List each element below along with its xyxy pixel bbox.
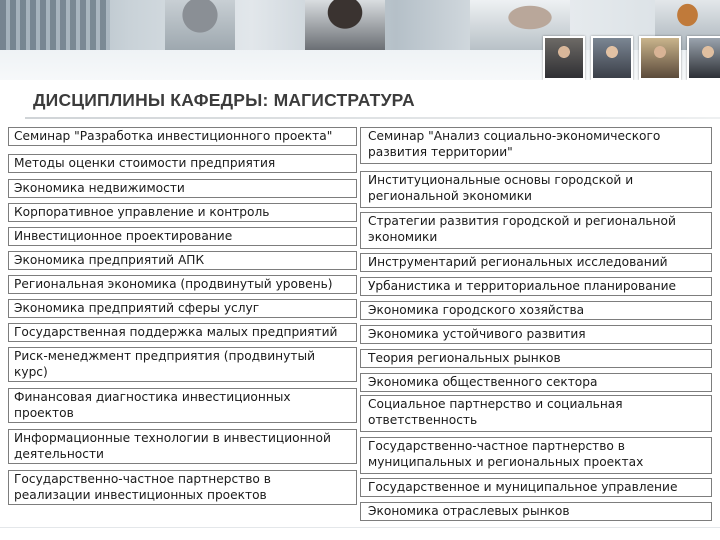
thumbnail-photo: [687, 36, 720, 80]
list-item: Экономика отраслевых рынков: [360, 502, 712, 521]
list-item: Государственно-частное партнерство в муниципальных и региональных проектах: [360, 437, 712, 474]
header-banner: [0, 0, 720, 80]
thumbnail-photo: [591, 36, 633, 80]
list-item: Экономика предприятий АПК: [8, 251, 357, 270]
thumbnail-photos: [543, 36, 720, 80]
list-item: Инвестиционное проектирование: [8, 227, 357, 246]
list-item: Риск-менеджмент предприятия (продвинутый курс): [8, 347, 357, 382]
footer-divider: [0, 527, 720, 528]
list-item: Экономика устойчивого развития: [360, 325, 712, 344]
thumbnail-photo: [639, 36, 681, 80]
list-item: Инструментарий региональных исследований: [360, 253, 712, 272]
list-item: Государственная поддержка малых предприятий: [8, 323, 357, 342]
list-item: Стратегии развития городской и региональной экономики: [360, 212, 712, 249]
list-item: Экономика предприятий сферы услуг: [8, 299, 357, 318]
list-item: Экономика городского хозяйства: [360, 301, 712, 320]
list-item: Институциональные основы городской и региональной экономики: [360, 171, 712, 208]
list-item: Урбанистика и территориальное планирование: [360, 277, 712, 296]
list-item: Региональная экономика (продвинутый уровень): [8, 275, 357, 294]
building-photo: [0, 0, 110, 50]
list-item: Информационные технологии в инвестиционной деятельности: [8, 429, 357, 464]
list-item: Корпоративное управление и контроль: [8, 203, 357, 222]
list-item: Экономика общественного сектора: [360, 373, 712, 392]
list-item: Семинар "Разработка инвестиционного проекта": [8, 127, 357, 146]
list-item: Семинар "Анализ социально-экономического развития территории": [360, 127, 712, 164]
title-divider: [25, 117, 720, 119]
list-item: Методы оценки стоимости предприятия: [8, 154, 357, 173]
list-item: Теория региональных рынков: [360, 349, 712, 368]
people-photo: [305, 0, 385, 50]
list-item: Государственно-частное партнерство в реализации инвестиционных проектов: [8, 470, 357, 505]
people-photo: [165, 0, 235, 50]
page-title: ДИСЦИПЛИНЫ КАФЕДРЫ: МАГИСТРАТУРА: [33, 90, 415, 110]
list-item: Экономика недвижимости: [8, 179, 357, 198]
list-item: Государственное и муниципальное управление: [360, 478, 712, 497]
list-item: Финансовая диагностика инвестиционных проектов: [8, 388, 357, 423]
thumbnail-photo: [543, 36, 585, 80]
list-item: Социальное партнерство и социальная ответственность: [360, 395, 712, 432]
